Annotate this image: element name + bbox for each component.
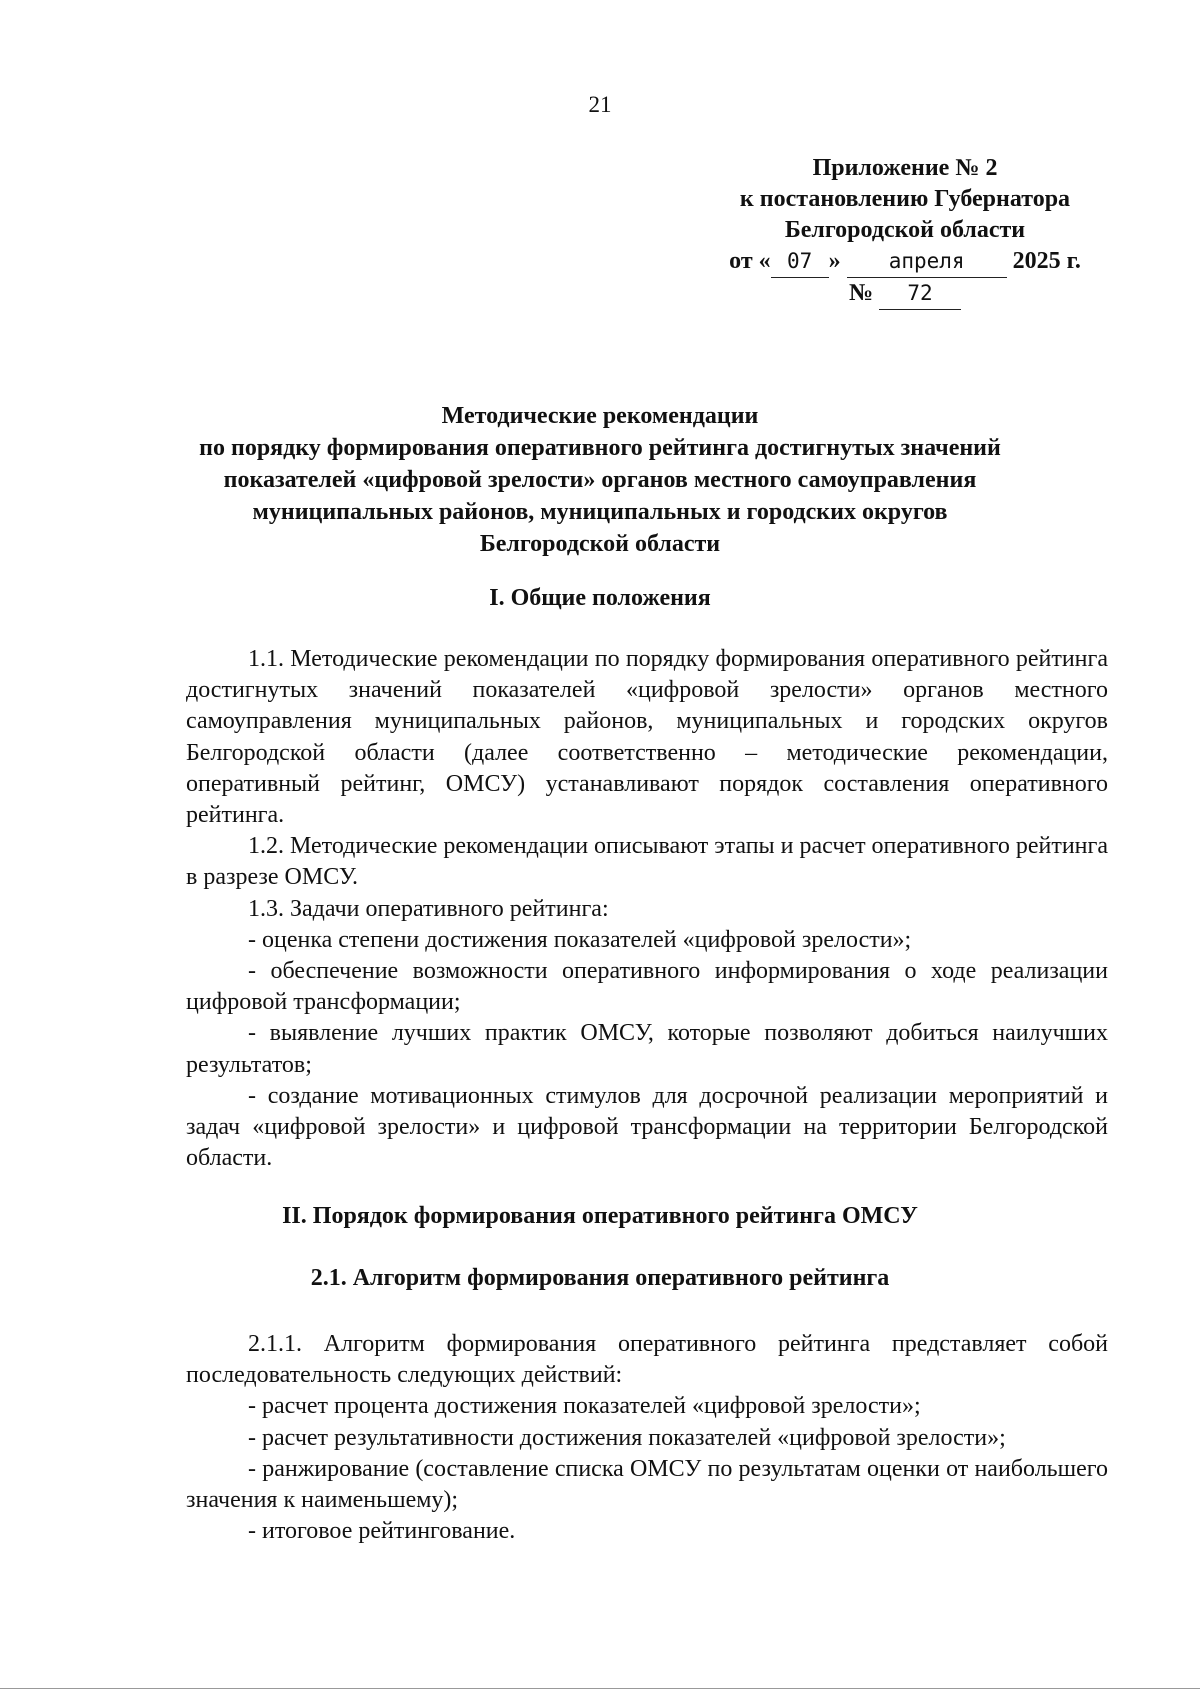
paragraph-1-2: 1.2. Методические рекомендации описывают этапы и расчет оперативного рейтинга в разрезе ОМСУ. [186,833,1109,891]
title-line-5: Белгородской области [479,531,721,557]
list-item: - расчет процента достижения показателей «цифровой зрелости»; [248,1393,921,1420]
bottom-rule [0,1688,1200,1689]
section-2-body [186,1329,1108,1547]
paragraph-1-1: 1.1. Методические рекомендации по порядку формирования оперативного рейтинга достигнутых значений показателей «цифровой зрелости» органов местного самоуправления муниципальных районов, муниципальных и городских округов Белгородской области (далее соответственно – методические рекомендации, оперативный рейтинг, ОМСУ) устанавливают порядок составления оперативного рейтинга. [186,646,1108,829]
list-item: - выявление лучших практик ОМСУ, которые позволяют добиться наилучших результатов; [186,1020,1108,1078]
title-line-1: Методические рекомендации [441,403,759,429]
date-day-field: 07 [771,246,829,278]
paragraph-1-3: 1.3. Задачи оперативного рейтинга: [248,895,609,922]
appendix-line-3: Белгородской области [784,217,1026,243]
appendix-date-line [700,246,1110,278]
number-field: 72 [879,278,961,310]
date-year: 2025 г. [1012,248,1081,274]
list-item: - ранжирование (составление списка ОМСУ по результатам оценки от наибольшего значения к наименьшему); [186,1455,1108,1514]
appendix-number-line [700,278,1110,310]
section-1-body [186,644,1108,1174]
title-line-3: показателей «цифровой зрелости» органов местного самоуправления [223,467,977,493]
appendix-block [700,153,1110,310]
appendix-line-1: Приложение № 2 [812,155,998,181]
date-month-field: апреля [847,246,1007,278]
title-line-4: муниципальных районов, муниципальных и городских округов [252,499,948,525]
paragraph-2-1-1: 2.1.1. Алгоритм формирования оперативного рейтинга представляет собой последовательность следующих действий: [186,1331,1108,1389]
section-1-heading: I. Общие положения [489,585,711,611]
number-prefix: № [848,280,874,306]
date-prefix: от « [729,248,771,274]
document-title [150,400,1050,560]
section-2-1-heading: 2.1. Алгоритм формирования оперативного рейтинга [310,1265,890,1291]
section-2-heading: II. Порядок формирования оперативного рейтинга ОМСУ [282,1203,918,1229]
list-item: - расчет результативности достижения показателей «цифровой зрелости»; [248,1424,1006,1451]
title-line-2: по порядку формирования оперативного рейтинга достигнутых значений [199,435,1001,461]
list-item: - создание мотивационных стимулов для досрочной реализации мероприятий и задач «цифровой зрелости» и цифровой трансформации на территории Белгородской области. [186,1082,1108,1172]
list-item: - оценка степени достижения показателей «цифровой зрелости»; [248,926,912,953]
appendix-line-2: к постановлению Губернатора [739,186,1071,212]
list-item: - обеспечение возможности оперативного информирования о ходе реализации цифровой трансформации; [186,958,1108,1016]
page-number: 21 [588,92,612,117]
date-close: » [828,248,841,274]
list-item: - итоговое рейтингование. [248,1518,516,1545]
